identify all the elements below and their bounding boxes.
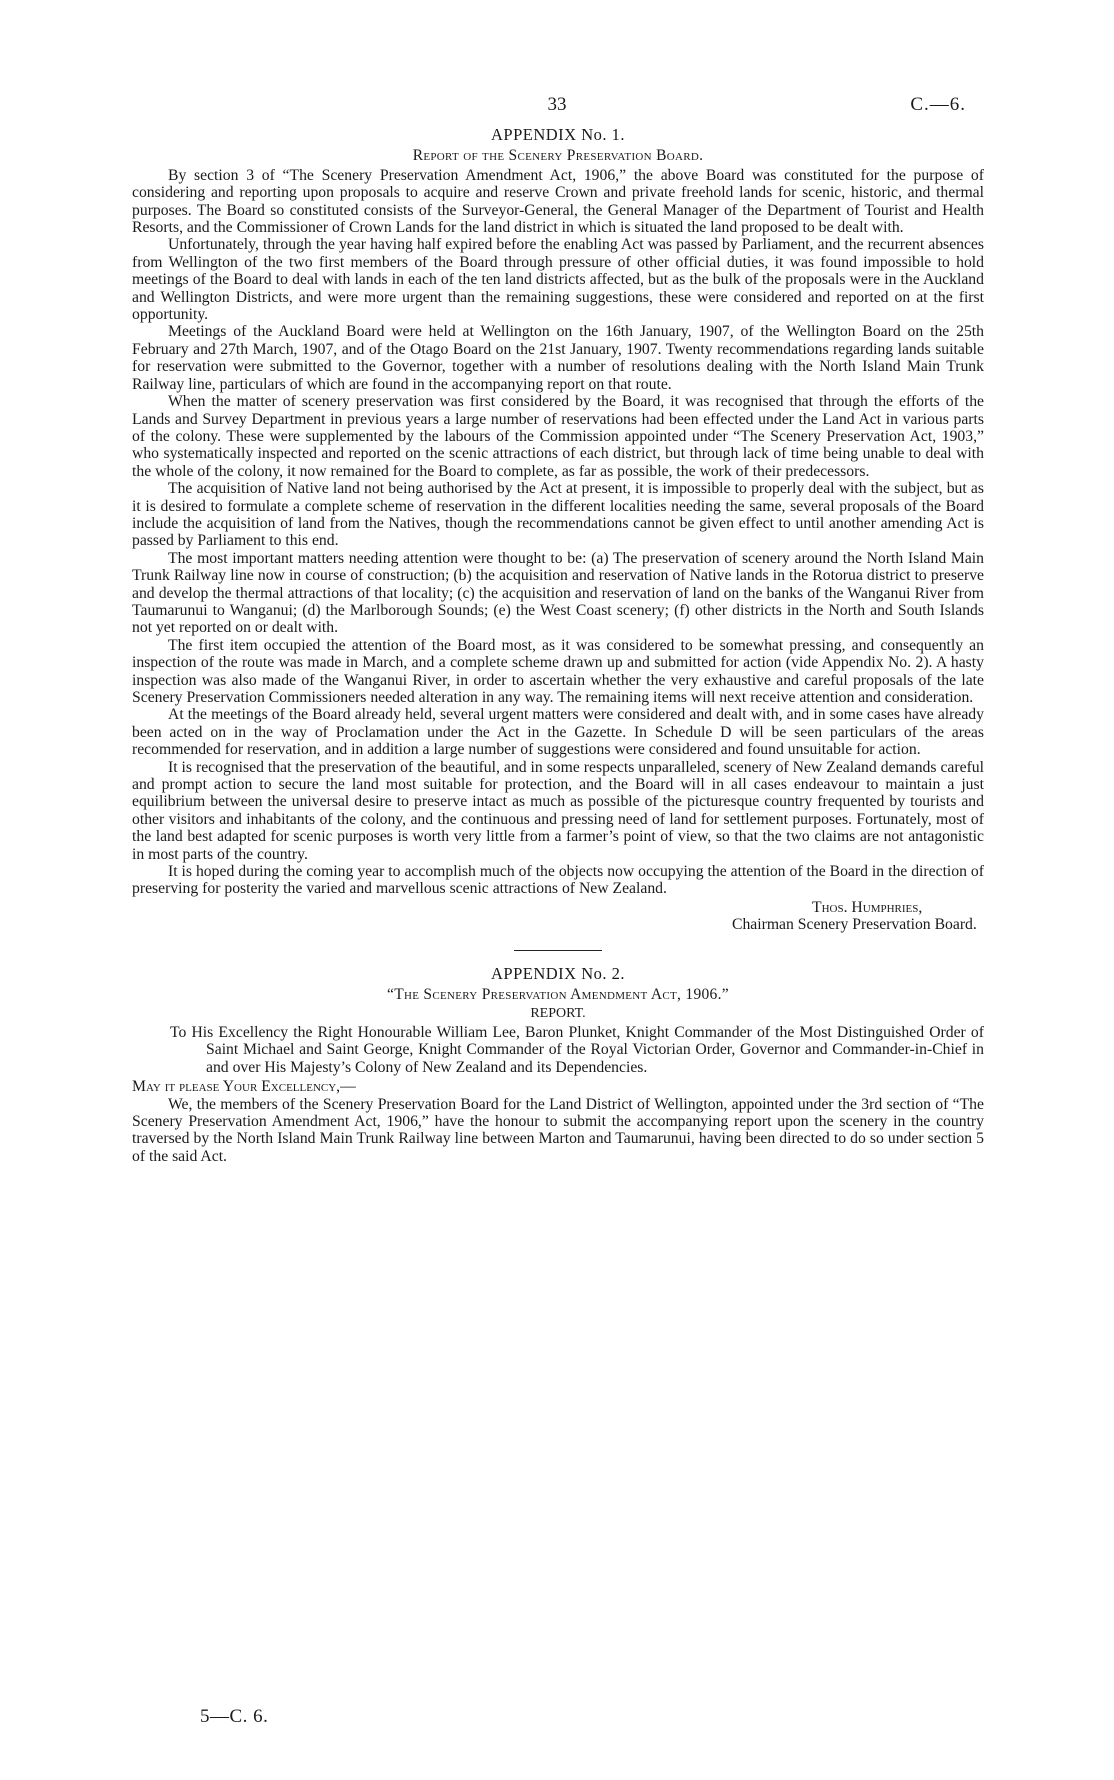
- document-reference: C.—6.: [910, 94, 966, 115]
- section-divider: [514, 950, 602, 951]
- paragraph: Meetings of the Auckland Board were held at Wellington on the 16th January, 1907, of the Wellington Board on the 25th February and 27th March, 1907, and of the Otago Board on the 21st January, 1907. Twenty recommendations regarding lands suitable for reservation were submitted to the Governor, together with a number of resolutions dealing with the North Island Main Trunk Railway line, particulars of which are found in the accompanying report on that route.: [132, 323, 984, 393]
- paragraph: It is hoped during the coming year to accomplish much of the objects now occupying the attention of the Board in the direction of preserving for posterity the varied and marvellous scenic attractions of New Zealand.: [132, 863, 984, 898]
- signatory-name: Thos. Humphries,: [812, 898, 923, 916]
- paragraph: The most important matters needing attention were thought to be: (a) The preservation of scenery around the North Island Main Trunk Railway line now in course of construction; (b) the acquisition and reservation of Native lands in the Rotorua district to preserve and develop the thermal attractions of that locality; (c) the acquisition and reservation of land on the banks of the Wanganui River from Taumarunui to Wanganui; (d) the Marlborough Sounds; (e) the West Coast scenery; (f) other districts in the North and South Islands not yet reported on or dealt with.: [132, 549, 984, 637]
- signature-block: [732, 899, 984, 934]
- salutation: May it please Your Excellency,—: [132, 1078, 356, 1096]
- report-label: REPORT.: [530, 1005, 586, 1021]
- appendix-2-subtitle: “The Scenery Preservation Amendment Act, 1906.”: [387, 986, 729, 1004]
- paragraph: By section 3 of “The Scenery Preservation Amendment Act, 1906,” the above Board was constituted for the purpose of considering and reporting upon proposals to acquire and reserve Crown and private freehold lands for scenic, historic, and thermal purposes. The Board so constituted consists of the Surveyor-General, the General Manager of the Department of Tourist and Health Resorts, and the Commissioner of Crown Lands for the land district in which is situated the land proposed to be dealt with.: [132, 166, 984, 237]
- appendix-1-subtitle: Report of the Scenery Preservation Board.: [412, 147, 704, 165]
- page-content: [132, 124, 984, 1165]
- paragraph: At the meetings of the Board already held, several urgent matters were considered and dealt with, and in some cases have already been acted on in the way of Proclamation under the Act in the Gazette. In Schedule D will be seen particulars of the areas recommended for reservation, and in addition a large number of suggestions were considered and found unsuitable for action.: [132, 706, 984, 759]
- signature-mark: 5—C. 6.: [200, 1706, 269, 1727]
- appendix-2-title: APPENDIX No. 2.: [490, 963, 625, 983]
- paragraph: When the matter of scenery preservation was first considered by the Board, it was recognised that through the efforts of the Lands and Survey Department in previous years a large number of reservations had been effected under the Land Act in various parts of the colony. These were supplemented by the labours of the Commission appointed under “The Scenery Preservation Act, 1903,” who systematically inspected and reported on the scenic attractions of each district, but through lack of time being unable to deal with the whole of the colony, it now remained for the Board to complete, as far as possible, the work of their predecessors.: [132, 393, 984, 480]
- paragraph: It is recognised that the preservation of the beautiful, and in some respects unparalleled, scenery of New Zealand demands careful and prompt action to secure the land most suitable for protection, and the Board will in all cases endeavour to maintain a just equilibrium between the universal desire to preserve intact as much as possible of the picturesque country frequented by tourists and other visitors and inhabitants of the colony, and the continuous and pressing need of land for settlement purposes. Fortunately, most of the land best adapted for scenic purposes is worth very little from a farmer’s point of view, so that the two claims are not antagonistic in most parts of the country.: [132, 758, 984, 863]
- paragraph: Unfortunately, through the year having half expired before the enabling Act was passed by Parliament, and the recurrent absences from Wellington of the two first members of the Board through pressure of other official duties, it was found impossible to hold meetings of the Board to deal with lands in each of the ten land districts affected, but as the bulk of the proposals were in the Auckland and Wellington Districts, and were more urgent than the remaining suggestions, these were considered and reported on at the first opportunity.: [132, 236, 984, 324]
- address-to-governor: To His Excellency the Right Honourable William Lee, Baron Plunket, Knight Commander of the Most Distinguished Order of Saint Michael and Saint George, Knight Commander of the Royal Victorian Order, Governor and Commander-in-Chief in and over His Majesty’s Colony of New Zealand and its Dependencies.: [170, 1023, 984, 1076]
- paragraph: The first item occupied the attention of the Board most, as it was considered to be somewhat pressing, and consequently an inspection of the route was made in March, and a complete scheme drawn up and submitted for action (vide Appendix No. 2). A hasty inspection was also made of the Wanganui River, in order to ascertain whether the very exhaustive and careful proposals of the late Scenery Preservation Commissioners needed alteration in any way. The remaining items will next receive attention and consideration.: [132, 636, 984, 706]
- paragraph: The acquisition of Native land not being authorised by the Act at present, it is impossible to properly deal with the subject, but as it is desired to formulate a complete scheme of reservation in the different localities needing the same, several proposals of the Board include the acquisition of land from the Natives, though the recommendations cannot be given effect to until another amending Act is passed by Parliament to this end.: [132, 480, 984, 550]
- report-body: We, the members of the Scenery Preservation Board for the Land District of Wellington, appointed under the 3rd section of “The Scenery Preservation Amendment Act, 1906,” have the honour to submit the accompanying report upon the scenery in the country traversed by the North Island Main Trunk Railway line between Marton and Taumarunui, having been directed to do so under section 5 of the said Act.: [132, 1095, 984, 1165]
- signatory-title: Chairman Scenery Preservation Board.: [732, 916, 977, 934]
- page-number: 33: [547, 94, 567, 115]
- appendix-1-title: APPENDIX No. 1.: [490, 125, 625, 144]
